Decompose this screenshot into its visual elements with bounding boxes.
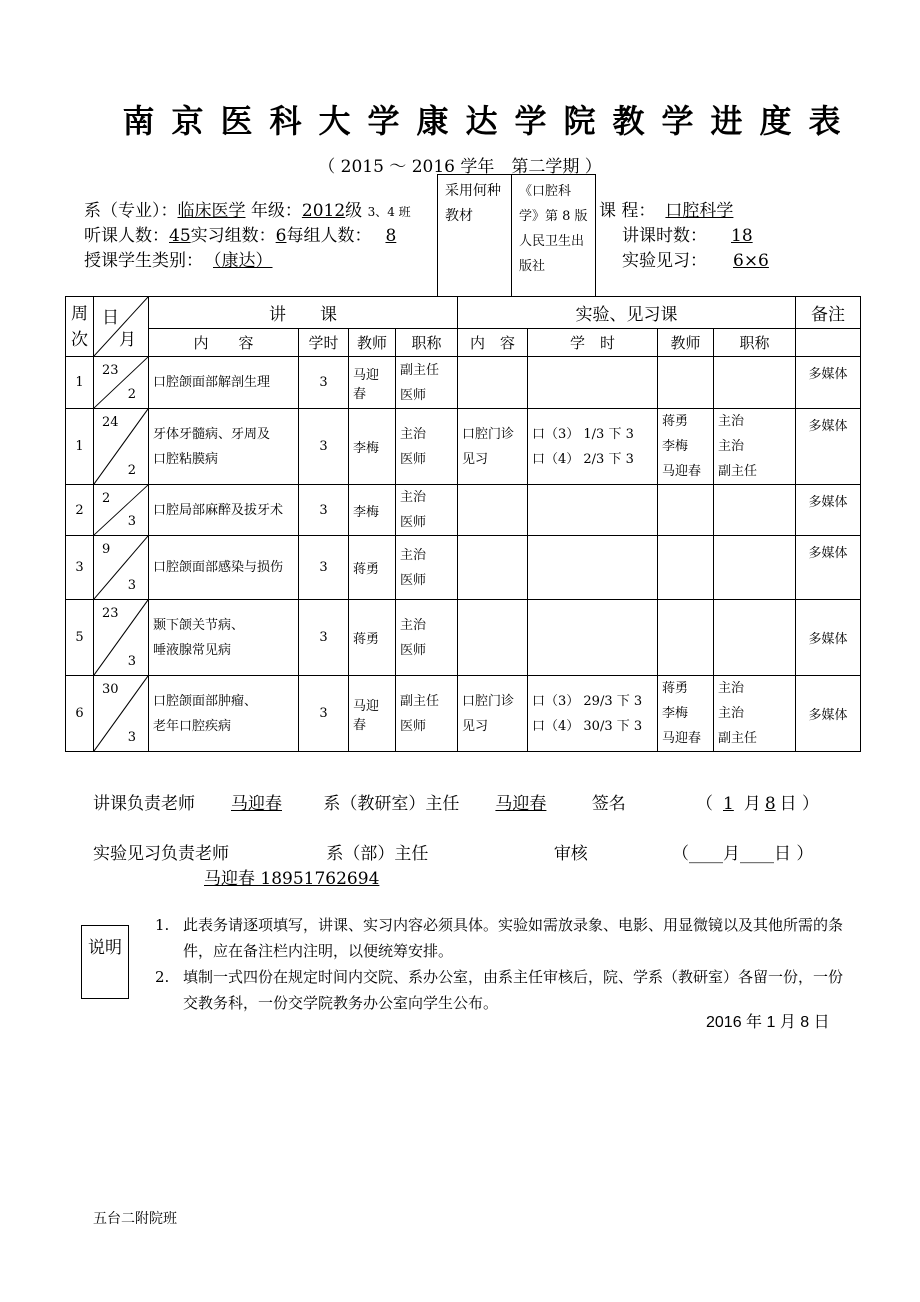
date-cell [94, 536, 149, 600]
lecture-title-cell [396, 600, 458, 676]
lab-title-cell [714, 409, 796, 485]
lecture-title-cell [396, 485, 458, 536]
schedule-table [65, 296, 861, 752]
date-1 [696, 789, 819, 814]
lecture-teacher-cell: 李梅 [349, 485, 396, 536]
lecture-content-cell [149, 600, 299, 676]
remark-cell: 多媒体 [796, 676, 861, 752]
dept-line [84, 196, 411, 221]
lab-teacher-cell [658, 600, 714, 676]
lecture-teacher-cell: 蒋勇 [349, 536, 396, 600]
header-remark-blank [796, 329, 861, 357]
lecture-content-cell-line: 口腔颌面部解剖生理 [153, 375, 271, 390]
lab-teacher-cell-line: 李梅 [662, 706, 689, 721]
table-row [66, 409, 861, 485]
lecture-hours-cell: 3 [299, 409, 349, 485]
lecture-title-cell [396, 676, 458, 752]
lecture-title-cell-line: 医师 [400, 451, 427, 467]
week-cell: 5 [66, 600, 94, 676]
table-row [66, 485, 861, 536]
lab-content-cell-line: 见习 [462, 451, 489, 467]
bottom-left-note: 五台二附院班 [93, 1211, 177, 1227]
header-week: 周次 [66, 297, 94, 357]
lab-value: 6×6 [733, 251, 769, 271]
lecture-hours-label: 讲课时数： [622, 226, 707, 246]
lecture-teacher-cell: 蒋勇 [349, 600, 396, 676]
dept-label: 系（专业）： [84, 201, 178, 221]
dept-head-value: 马迎春 [495, 794, 547, 814]
lab-title-cell-line: 副主任 [718, 464, 758, 479]
lab-line [622, 246, 775, 271]
header-teacher: 教师 [349, 329, 396, 357]
lab-hours-cell-line: 口（3） 1/3 下 3 [532, 426, 634, 442]
lecture-hours-cell: 3 [299, 600, 349, 676]
remark-cell: 多媒体 [796, 409, 861, 485]
notes [155, 912, 855, 1016]
table-row [66, 600, 861, 676]
date-month: 2 [127, 463, 136, 478]
header-lab: 实验、见习课 [458, 297, 796, 329]
note-1 [155, 912, 855, 964]
lecture-hours-cell: 3 [299, 485, 349, 536]
note1-number: 1. [155, 916, 170, 934]
date-day: 23 [102, 363, 119, 378]
lab-teacher-cell-line: 马迎春 [662, 464, 702, 479]
category-line [84, 246, 277, 271]
lecture-content-cell-line: 唾液腺常见病 [153, 642, 232, 658]
lecture-title-cell-line: 副主任 [400, 362, 440, 378]
lab-title-cell [714, 676, 796, 752]
lecture-hours-line [622, 221, 767, 246]
week-cell: 3 [66, 536, 94, 600]
students-value: 45 [169, 226, 191, 246]
textbook-value: 《口腔科学》第 8 版人民卫生出版社 [519, 184, 588, 274]
date-cell [94, 357, 149, 409]
lecture-hours-cell: 3 [299, 536, 349, 600]
lab-hours-cell [528, 536, 658, 600]
lecture-title-cell-line: 副主任 [400, 693, 440, 709]
lecture-teacher-cell: 李梅 [349, 409, 396, 485]
category-label: 授课学生类别： [84, 251, 203, 271]
lecture-content-cell-line: 老年口腔疾病 [153, 718, 232, 734]
lecture-content-cell-line: 口腔粘膜病 [153, 451, 219, 467]
lecture-title-cell-line: 医师 [400, 515, 427, 530]
signature-line-2 [93, 839, 588, 864]
notes-label-box: 说明 [81, 925, 129, 999]
table-row [66, 676, 861, 752]
lecture-title-cell-line: 主治 [400, 617, 427, 633]
textbook-label-box [437, 174, 512, 297]
lab-label: 实验见习： [622, 251, 707, 271]
lab-teacher-cell [658, 409, 714, 485]
lab-hours-cell-line: 口（3） 29/3 下 3 [532, 693, 643, 709]
lab-title-cell-line: 主治 [718, 706, 745, 721]
lab-content-cell [458, 676, 528, 752]
course-label: 课 程： [599, 201, 656, 221]
lab-teacher-cell [658, 357, 714, 409]
date-day: 23 [102, 606, 119, 621]
lecture-lead-value: 马迎春 [231, 794, 282, 814]
date-month: 3 [127, 514, 136, 529]
date-month: 3 [127, 730, 136, 745]
lab-title-cell-line: 副主任 [718, 731, 758, 746]
lecture-content-cell [149, 485, 299, 536]
lab-content-cell [458, 536, 528, 600]
lecture-title-cell-line: 主治 [400, 490, 427, 505]
course-line [599, 196, 741, 221]
date1-month: 1 [723, 794, 734, 814]
dept2-label: 系（部）主任 [326, 844, 429, 864]
lab-hours-cell [528, 357, 658, 409]
header-lecture: 讲 课 [149, 297, 458, 329]
lecture-title-cell-line: 主治 [400, 547, 427, 563]
lecture-lead-label: 讲课负责老师 [93, 794, 195, 814]
note2-text: 填制一式四份在规定时间内交院、系办公室，由系主任审核后，院、学系（教研室）各留一份，一份交教务科，一份交学院教务办公室向学生公布。 [183, 968, 844, 1012]
note1-text: 此表务请逐项填写，讲课、实习内容必须具体。实验如需放录象、电影、用显微镜以及其他所需的条件，应在备注栏内注明，以便统筹安排。 [183, 916, 844, 960]
header-lab-teacher: 教师 [658, 329, 714, 357]
date-day: 24 [102, 415, 119, 430]
lecture-hours-cell: 3 [299, 676, 349, 752]
remark-cell: 多媒体 [796, 600, 861, 676]
lecture-title-cell-line: 医师 [400, 387, 427, 403]
date1-day-label: 日 ） [779, 794, 820, 814]
lab-lead-label: 实验见习负责老师 [93, 844, 229, 864]
lecture-content-cell-line: 口腔颌面部肿瘤、 [153, 693, 258, 709]
lab-hours-cell [528, 409, 658, 485]
header-day: 日 [102, 308, 119, 328]
signature-line-1 [93, 789, 626, 814]
lab-hours-cell [528, 485, 658, 536]
dept-value: 临床医学 [177, 201, 246, 221]
lecture-teacher-cell: 马迎春 [349, 357, 396, 409]
lab-title-cell-line: 主治 [718, 439, 745, 454]
week-cell: 1 [66, 357, 94, 409]
lab-content-cell-line: 口腔门诊 [462, 693, 515, 709]
lab-content-cell-line: 口腔门诊 [462, 426, 515, 442]
lecture-title-cell [396, 357, 458, 409]
lab-content-cell-line: 见习 [462, 718, 489, 734]
lab-title-cell-line: 主治 [718, 681, 745, 696]
lab-teacher-cell-line: 蒋勇 [662, 681, 689, 696]
academic-year: （ 2015 ～ 2016 学年 第二学期 ） [318, 157, 602, 177]
lab-hours-cell [528, 600, 658, 676]
lab-content-cell [458, 409, 528, 485]
per-group-label: 每组人数： [286, 226, 372, 246]
header-lab-title: 职称 [714, 329, 796, 357]
lecture-hours-value: 18 [731, 226, 753, 246]
header-remark: 备注 [796, 297, 861, 329]
week-cell: 2 [66, 485, 94, 536]
textbook-label: 采用何种教材 [445, 183, 501, 224]
remark-cell: 多媒体 [796, 536, 861, 600]
lab-title-cell [714, 357, 796, 409]
groups-value: 6 [275, 226, 287, 246]
remark-cell: 多媒体 [796, 485, 861, 536]
date-cell [94, 676, 149, 752]
lab-title-cell-line: 主治 [718, 414, 745, 429]
table-row [66, 357, 861, 409]
lecture-hours-cell: 3 [299, 357, 349, 409]
date-month: 3 [127, 654, 136, 669]
lecture-title-cell-line: 医师 [400, 572, 427, 588]
lecture-content-cell [149, 409, 299, 485]
date1-day: 8 [764, 794, 776, 814]
grade-value: 2012 [301, 201, 346, 221]
lab-title-cell [714, 600, 796, 676]
lecture-teacher-cell: 马迎春 [349, 676, 396, 752]
date-day: 30 [102, 682, 119, 697]
date1-month-label: 月 [743, 794, 761, 814]
class-value: 3、4 班 [367, 205, 411, 219]
lab-title-cell [714, 485, 796, 536]
sign-label: 签名 [591, 794, 626, 814]
lecture-title-cell-line: 主治 [400, 426, 427, 442]
dept-head-label: 系（教研室）主任 [323, 794, 460, 814]
lab-title-cell [714, 536, 796, 600]
date1-open: （ [696, 794, 713, 814]
contact-phone: 马迎春 18951762694 [204, 869, 380, 889]
lab-hours-cell [528, 676, 658, 752]
lecture-content-cell [149, 676, 299, 752]
students-label: 听课人数： [84, 226, 169, 246]
lecture-content-cell [149, 536, 299, 600]
lab-teacher-cell [658, 485, 714, 536]
lecture-title-cell [396, 409, 458, 485]
lab-teacher-cell-line: 马迎春 [662, 731, 702, 746]
page-title: 南京医科大学康达学院教学进度表 [122, 102, 858, 140]
date-cell [94, 600, 149, 676]
date-day: 9 [102, 542, 111, 557]
date-month: 3 [127, 578, 136, 593]
lecture-title-cell-line: 医师 [400, 642, 427, 658]
category-value: （康达） [213, 251, 273, 271]
lab-teacher-cell-line: 蒋勇 [662, 414, 689, 429]
lecture-content-cell-line: 牙体牙髓病、牙周及 [153, 426, 271, 442]
grade-label: 年级： [250, 201, 302, 221]
remark-cell: 多媒体 [796, 357, 861, 409]
header-title: 职称 [396, 329, 458, 357]
lab-teacher-cell-line: 李梅 [662, 439, 689, 454]
lab-content-cell [458, 357, 528, 409]
date-cell [94, 409, 149, 485]
note2-number: 2. [155, 968, 170, 986]
lab-content-cell [458, 485, 528, 536]
lecture-content-cell [149, 357, 299, 409]
lab-content-cell [458, 600, 528, 676]
lecture-content-cell-line: 颞下颌关节病、 [153, 617, 245, 633]
header-content: 内 容 [149, 329, 299, 357]
lab-teacher-cell [658, 676, 714, 752]
per-group-value: 8 [385, 226, 397, 246]
lecture-title-cell-line: 医师 [400, 718, 427, 734]
groups-label: 实习组数： [190, 226, 276, 246]
review-label: 审核 [553, 844, 588, 864]
lab-teacher-cell [658, 536, 714, 600]
lab-hours-cell-line: 口（4） 2/3 下 3 [532, 451, 634, 467]
lecture-content-cell-line: 口腔颌面部感染与损伤 [153, 560, 284, 575]
textbook-value-box [511, 174, 596, 297]
header-lab-hours: 学 时 [528, 329, 658, 357]
grade-suffix: 级 [345, 201, 363, 221]
date-day: 2 [102, 491, 111, 506]
lecture-content-cell-line: 口腔局部麻醉及拔牙术 [153, 502, 284, 518]
header-date [94, 297, 149, 357]
lab-hours-cell-line: 口（4） 30/3 下 3 [532, 718, 643, 734]
date-month: 2 [127, 387, 136, 402]
week-cell: 6 [66, 676, 94, 752]
table-row [66, 536, 861, 600]
course-value: 口腔科学 [665, 201, 734, 221]
header-month: 月 [119, 330, 136, 350]
lecture-title-cell [396, 536, 458, 600]
week-cell: 1 [66, 409, 94, 485]
notes-date: 2016 年 1 月 8 日 [706, 1014, 830, 1031]
header-lab-content: 内 容 [458, 329, 528, 357]
date-2: （____月____日 ） [672, 844, 814, 864]
date-cell [94, 485, 149, 536]
header-hours: 学时 [299, 329, 349, 357]
students-line [84, 221, 406, 246]
